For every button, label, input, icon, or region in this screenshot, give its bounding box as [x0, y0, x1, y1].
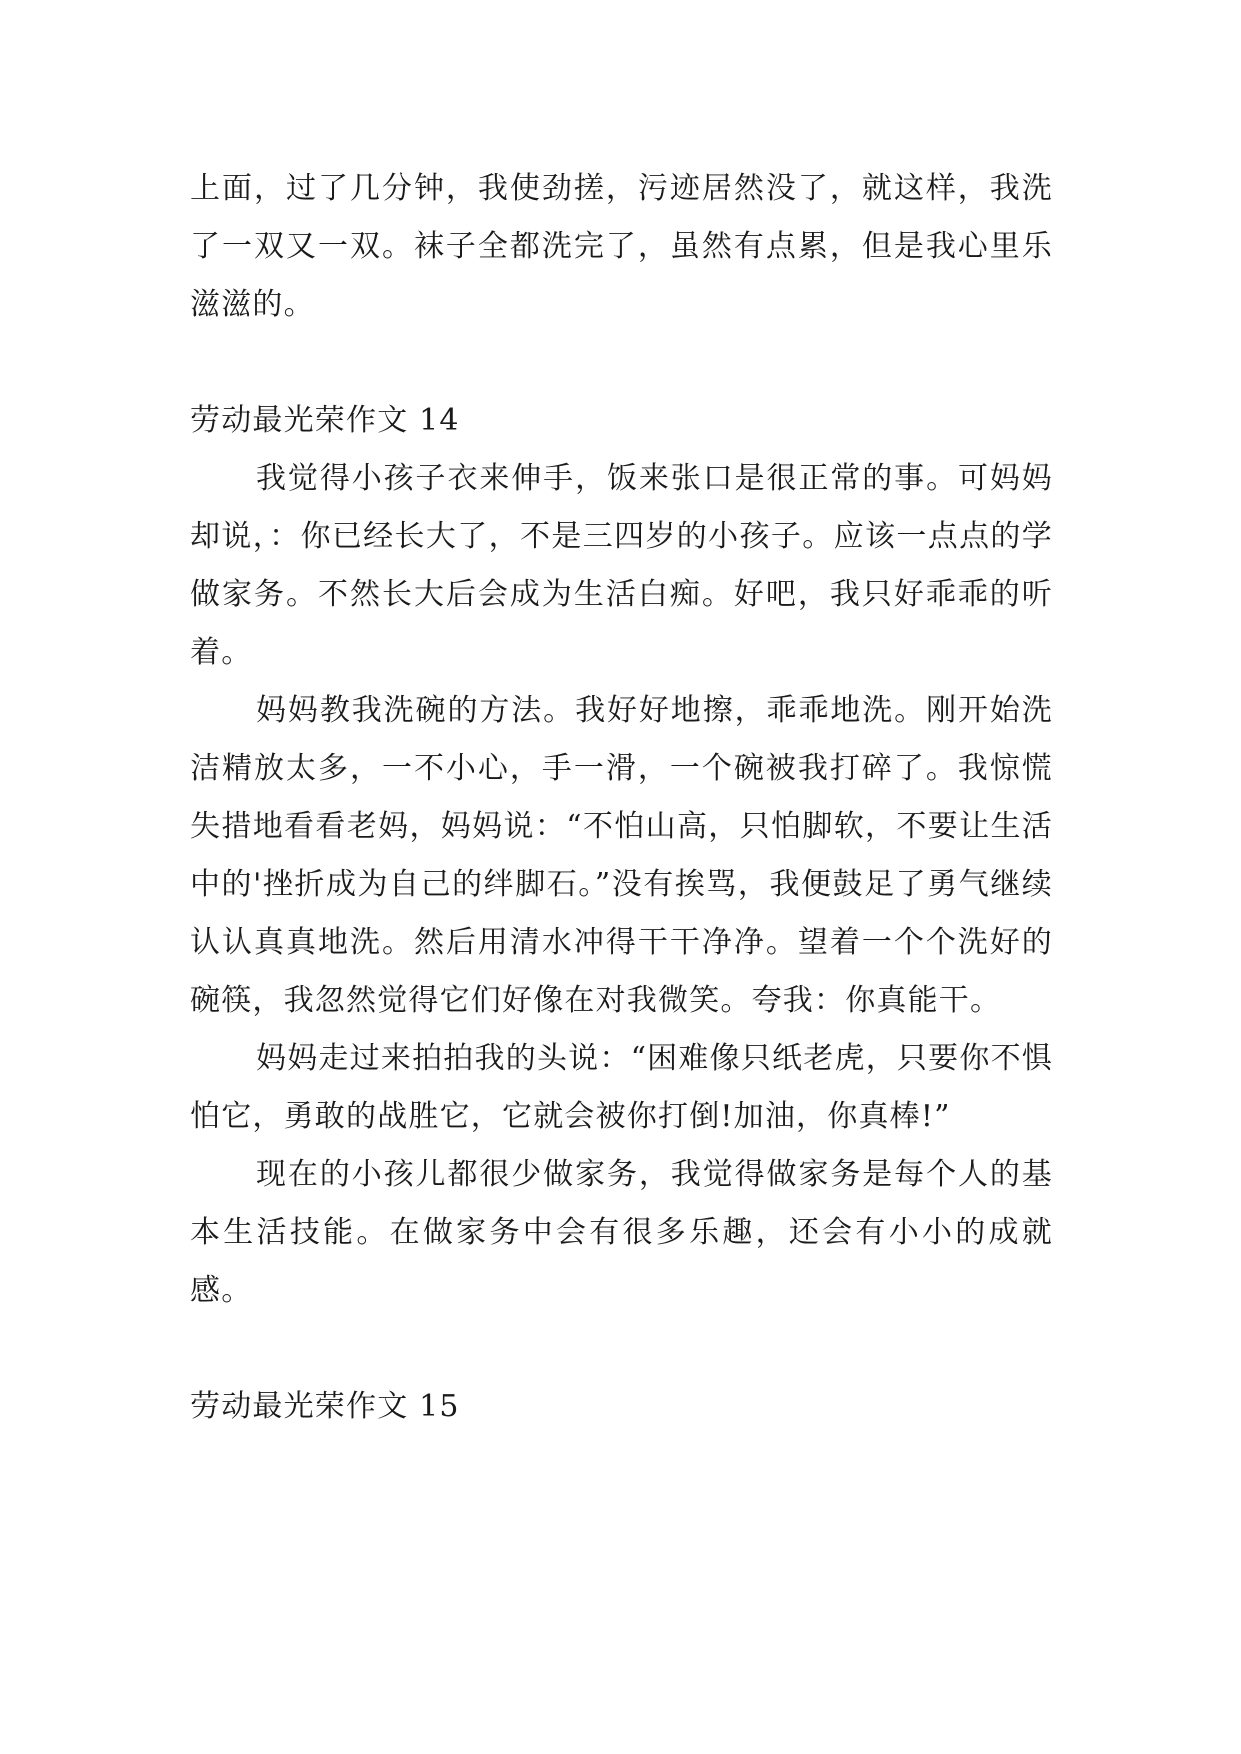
essay-15-title: 劳动最光荣作文 15: [190, 1389, 460, 1424]
essay-14-paragraph-2: 妈妈教我洗碗的方法。我好好地擦，乖乖地洗。刚开始洗洁精放太多，一不小心，手一滑，一个碗被我打碎了。我惊慌失措地看看老妈，妈妈说：“不怕山高，只怕脚软，不要让生活中的'挫折成为自己的绊脚石。”没有挨骂，我便鼓足了勇气继续认认真真地洗。然后用清水冲得干干净净。望着一个个洗好的碗筷，我忽然觉得它们好像在对我微笑。夸我：你真能干。: [190, 693, 1053, 1018]
essay-14-paragraph-4: 现在的小孩儿都很少做家务，我觉得做家务是每个人的基本生活技能。在做家务中会有很多乐趣，还会有小小的成就感。: [190, 1157, 1053, 1308]
intro-paragraph: 上面，过了几分钟，我使劲搓，污迹居然没了，就这样，我洗了一双又一双。袜子全都洗完了，虽然有点累，但是我心里乐滋滋的。: [190, 171, 1053, 322]
section-spacer: [190, 334, 1053, 392]
section-spacer: [190, 1320, 1053, 1378]
essay-14-title: 劳动最光荣作文 14: [190, 403, 460, 438]
essay-14-paragraph-1: 我觉得小孩子衣来伸手，饭来张口是很正常的事。可妈妈却说，：你已经长大了，不是三四岁的小孩子。应该一点点的学做家务。不然长大后会成为生活白痴。好吧，我只好乖乖的听着。: [190, 461, 1053, 670]
essay-14-paragraph-3: 妈妈走过来拍拍我的头说：“困难像只纸老虎，只要你不惧怕它，勇敢的战胜它，它就会被你打倒!加油，你真棒!”: [190, 1041, 1053, 1134]
document-body: [190, 160, 1053, 1436]
